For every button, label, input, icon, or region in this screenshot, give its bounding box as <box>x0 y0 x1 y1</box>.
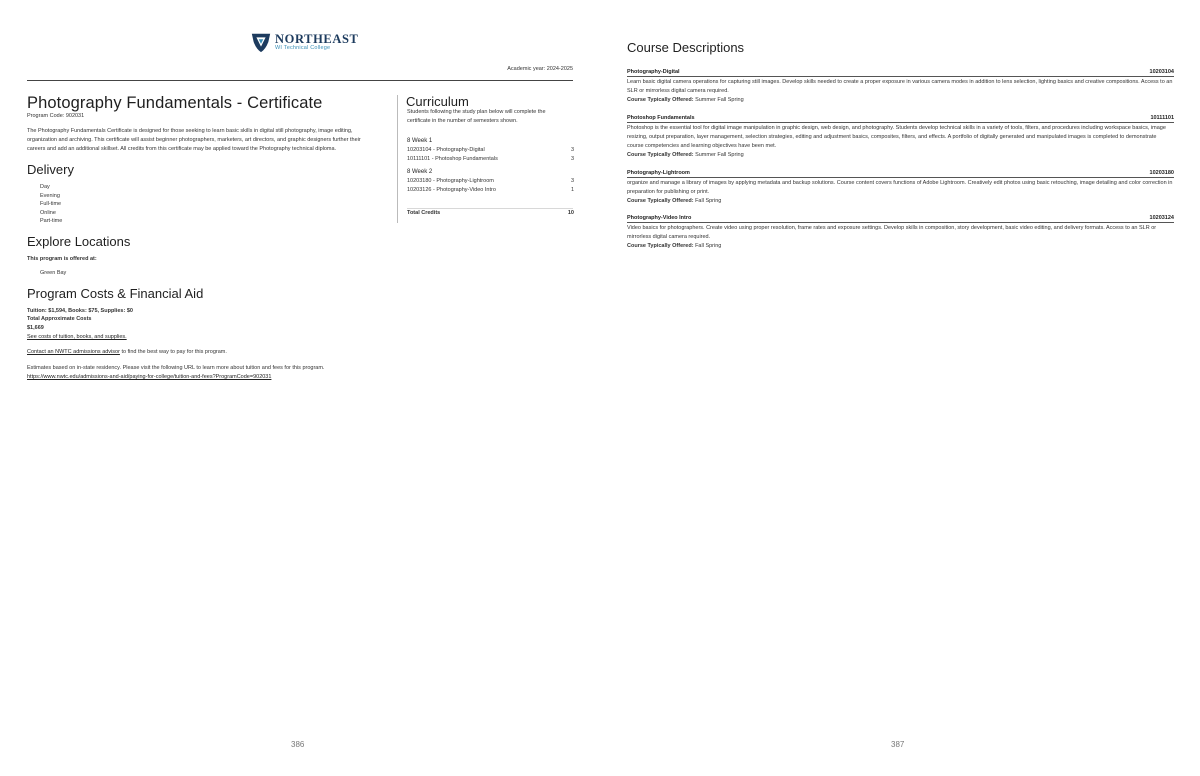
course-desc: Learn basic digital camera operations for capturing still images. Develop skills needed to create a proper exposure in various camera modes in addition to lens selection, lighting basics and creative compositions. Access to an SLR or mirrorless digital camera required. <box>627 79 1173 94</box>
delivery-item: Day <box>40 184 50 190</box>
delivery-item: Full-time <box>40 201 62 208</box>
tuition-url-link[interactable]: https://www.nwtc.edu/admissions-and-aid/paying-for-college/tuition-and-fees?ProgramCode=902031 <box>27 374 272 380</box>
curriculum-course-row <box>407 187 574 193</box>
course-offered <box>627 151 1174 160</box>
offered-at-label: This program is offered at: <box>27 256 97 262</box>
page-number-right: 387 <box>891 740 905 749</box>
course-desc: organize and manage a library of images by applying metadata and backup solutions. Course content covers functions of Adobe Lightroom. Creatively edit photos using basic retouching, image detailing and color correction in preparation for publishing or print. <box>627 180 1173 195</box>
delivery-item: Part-time <box>40 218 63 225</box>
curriculum-course-row <box>407 156 574 162</box>
course-code: 10111101 <box>1150 115 1174 121</box>
contact-advisor-text: to find the best way to pay for this program. <box>119 349 227 355</box>
offered-terms: Summer Fall Spring <box>695 152 744 158</box>
college-logo <box>250 31 358 53</box>
offered-label: Course Typically Offered: <box>627 198 694 204</box>
course-code: 10203124 <box>1149 215 1174 221</box>
offered-label: Course Typically Offered: <box>627 152 694 158</box>
course-credits: 3 <box>570 156 574 162</box>
total-credits-row <box>407 210 574 216</box>
course-credits: 1 <box>570 187 574 193</box>
term-label: 8 Week 2 <box>407 169 433 175</box>
course-offered <box>627 197 1174 206</box>
offered-terms: Summer Fall Spring <box>695 97 744 103</box>
total-costs-label: Total Approximate Costs <box>27 316 92 322</box>
course-header <box>627 69 1174 77</box>
course-credits: 3 <box>570 178 574 184</box>
total-credits-label: Total Credits <box>407 210 441 216</box>
course-credits: 3 <box>570 147 574 153</box>
course-header <box>627 115 1174 123</box>
program-code: Program Code: 902031 <box>27 113 85 119</box>
course-code: 10203180 <box>1149 170 1174 176</box>
course-offered <box>627 96 1174 105</box>
total-credits-divider <box>407 208 573 209</box>
delivery-heading: Delivery <box>27 162 74 177</box>
course-code: 10203104 <box>1149 69 1174 75</box>
course-descriptions-heading: Course Descriptions <box>627 40 745 55</box>
page-title: Photography Fundamentals - Certificate <box>27 94 323 112</box>
term-label: 8 Week 1 <box>407 138 433 144</box>
program-intro: The Photography Fundamentals Certificate is designed for those seeking to learn basic skills in digital still photography, image editing, organization and archiving. This certificate will assist beginner photographers, marketers, art directors, and graphic designers further their careers and add an additional skillset. All credits from this certificate may be applied toward the Photography technical diploma. <box>27 128 361 152</box>
delivery-item: Online <box>40 209 56 216</box>
course-description-block <box>627 215 1174 251</box>
logo-subtitle: WI Technical College <box>275 45 331 51</box>
course-title: Photography-Video Intro <box>627 215 692 221</box>
page-number-left: 386 <box>291 740 305 749</box>
contact-advisor-link[interactable]: Contact an NWTC admissions advisor <box>27 349 120 355</box>
delivery-list <box>40 183 62 226</box>
locations-heading: Explore Locations <box>27 234 131 249</box>
course-header <box>627 170 1174 178</box>
total-costs-value: $1,669 <box>27 325 44 331</box>
curriculum-heading: Curriculum <box>406 94 469 109</box>
course-name: 10111101 - Photoshop Fundamentals <box>407 156 498 162</box>
course-description-block <box>627 170 1174 206</box>
curriculum-course-row <box>407 147 574 153</box>
offered-terms: Fall Spring <box>695 198 722 204</box>
total-credits-value: 10 <box>567 210 574 216</box>
estimates-note: Estimates based on in-state residency. Please visit the following URL to learn more about tuition and fees for this program. <box>27 365 325 371</box>
see-costs-link[interactable]: See costs of tuition, books, and supplies. <box>27 334 127 340</box>
course-desc: Video basics for photographers. Create video using proper resolution, frame rates and exposure settings. Develop skills in composition, story development, basic video editing, and delivery formats. Access to an SLR or mirrorless digital camera required. <box>627 225 1157 240</box>
course-name: 10203104 - Photography-Digital <box>407 147 485 153</box>
curriculum-description: Students following the study plan below will complete the certificate in the number of semesters shown. <box>407 109 546 124</box>
course-title: Photography-Digital <box>627 69 680 75</box>
logo-name: NORTHEAST <box>275 31 359 46</box>
course-name: 10203126 - Photography-Video Intro <box>407 187 496 193</box>
offered-terms: Fall Spring <box>695 243 722 249</box>
course-description-block <box>627 69 1174 105</box>
offered-label: Course Typically Offered: <box>627 243 694 249</box>
curriculum-course-row <box>407 178 574 184</box>
northeast-shield-icon <box>250 31 272 53</box>
offered-label: Course Typically Offered: <box>627 97 694 103</box>
header-divider <box>27 80 573 81</box>
delivery-item: Evening <box>40 192 60 199</box>
course-title: Photoshop Fundamentals <box>627 115 695 121</box>
course-name: 10203180 - Photography-Lightroom <box>407 178 494 184</box>
tuition-line: Tuition: $1,594, Books: $75, Supplies: $0 <box>27 308 133 314</box>
curriculum-divider <box>397 95 398 223</box>
academic-year: Academic year: 2024-2025 <box>507 66 573 72</box>
location-name: Green Bay <box>40 270 67 276</box>
costs-heading: Program Costs & Financial Aid <box>27 286 204 301</box>
course-offered <box>627 242 1174 251</box>
course-title: Photography-Lightroom <box>627 170 690 176</box>
course-header <box>627 215 1174 223</box>
course-desc: Photoshop is the essential tool for digital image manipulation in graphic design, web design, and photography. Students develop technical skills in a variety of tools, filters, and procedures including workspace basics, image resizing, output preparation, layer management, selection strategies, editing and adjustment basics, composites, filters, and effects. A portfolio of digitally generated and manipulated images is completed to demonstrate course competencies and learning objectives have been met. <box>627 125 1166 149</box>
contact-advisor-line <box>27 349 227 355</box>
course-description-block <box>627 115 1174 160</box>
